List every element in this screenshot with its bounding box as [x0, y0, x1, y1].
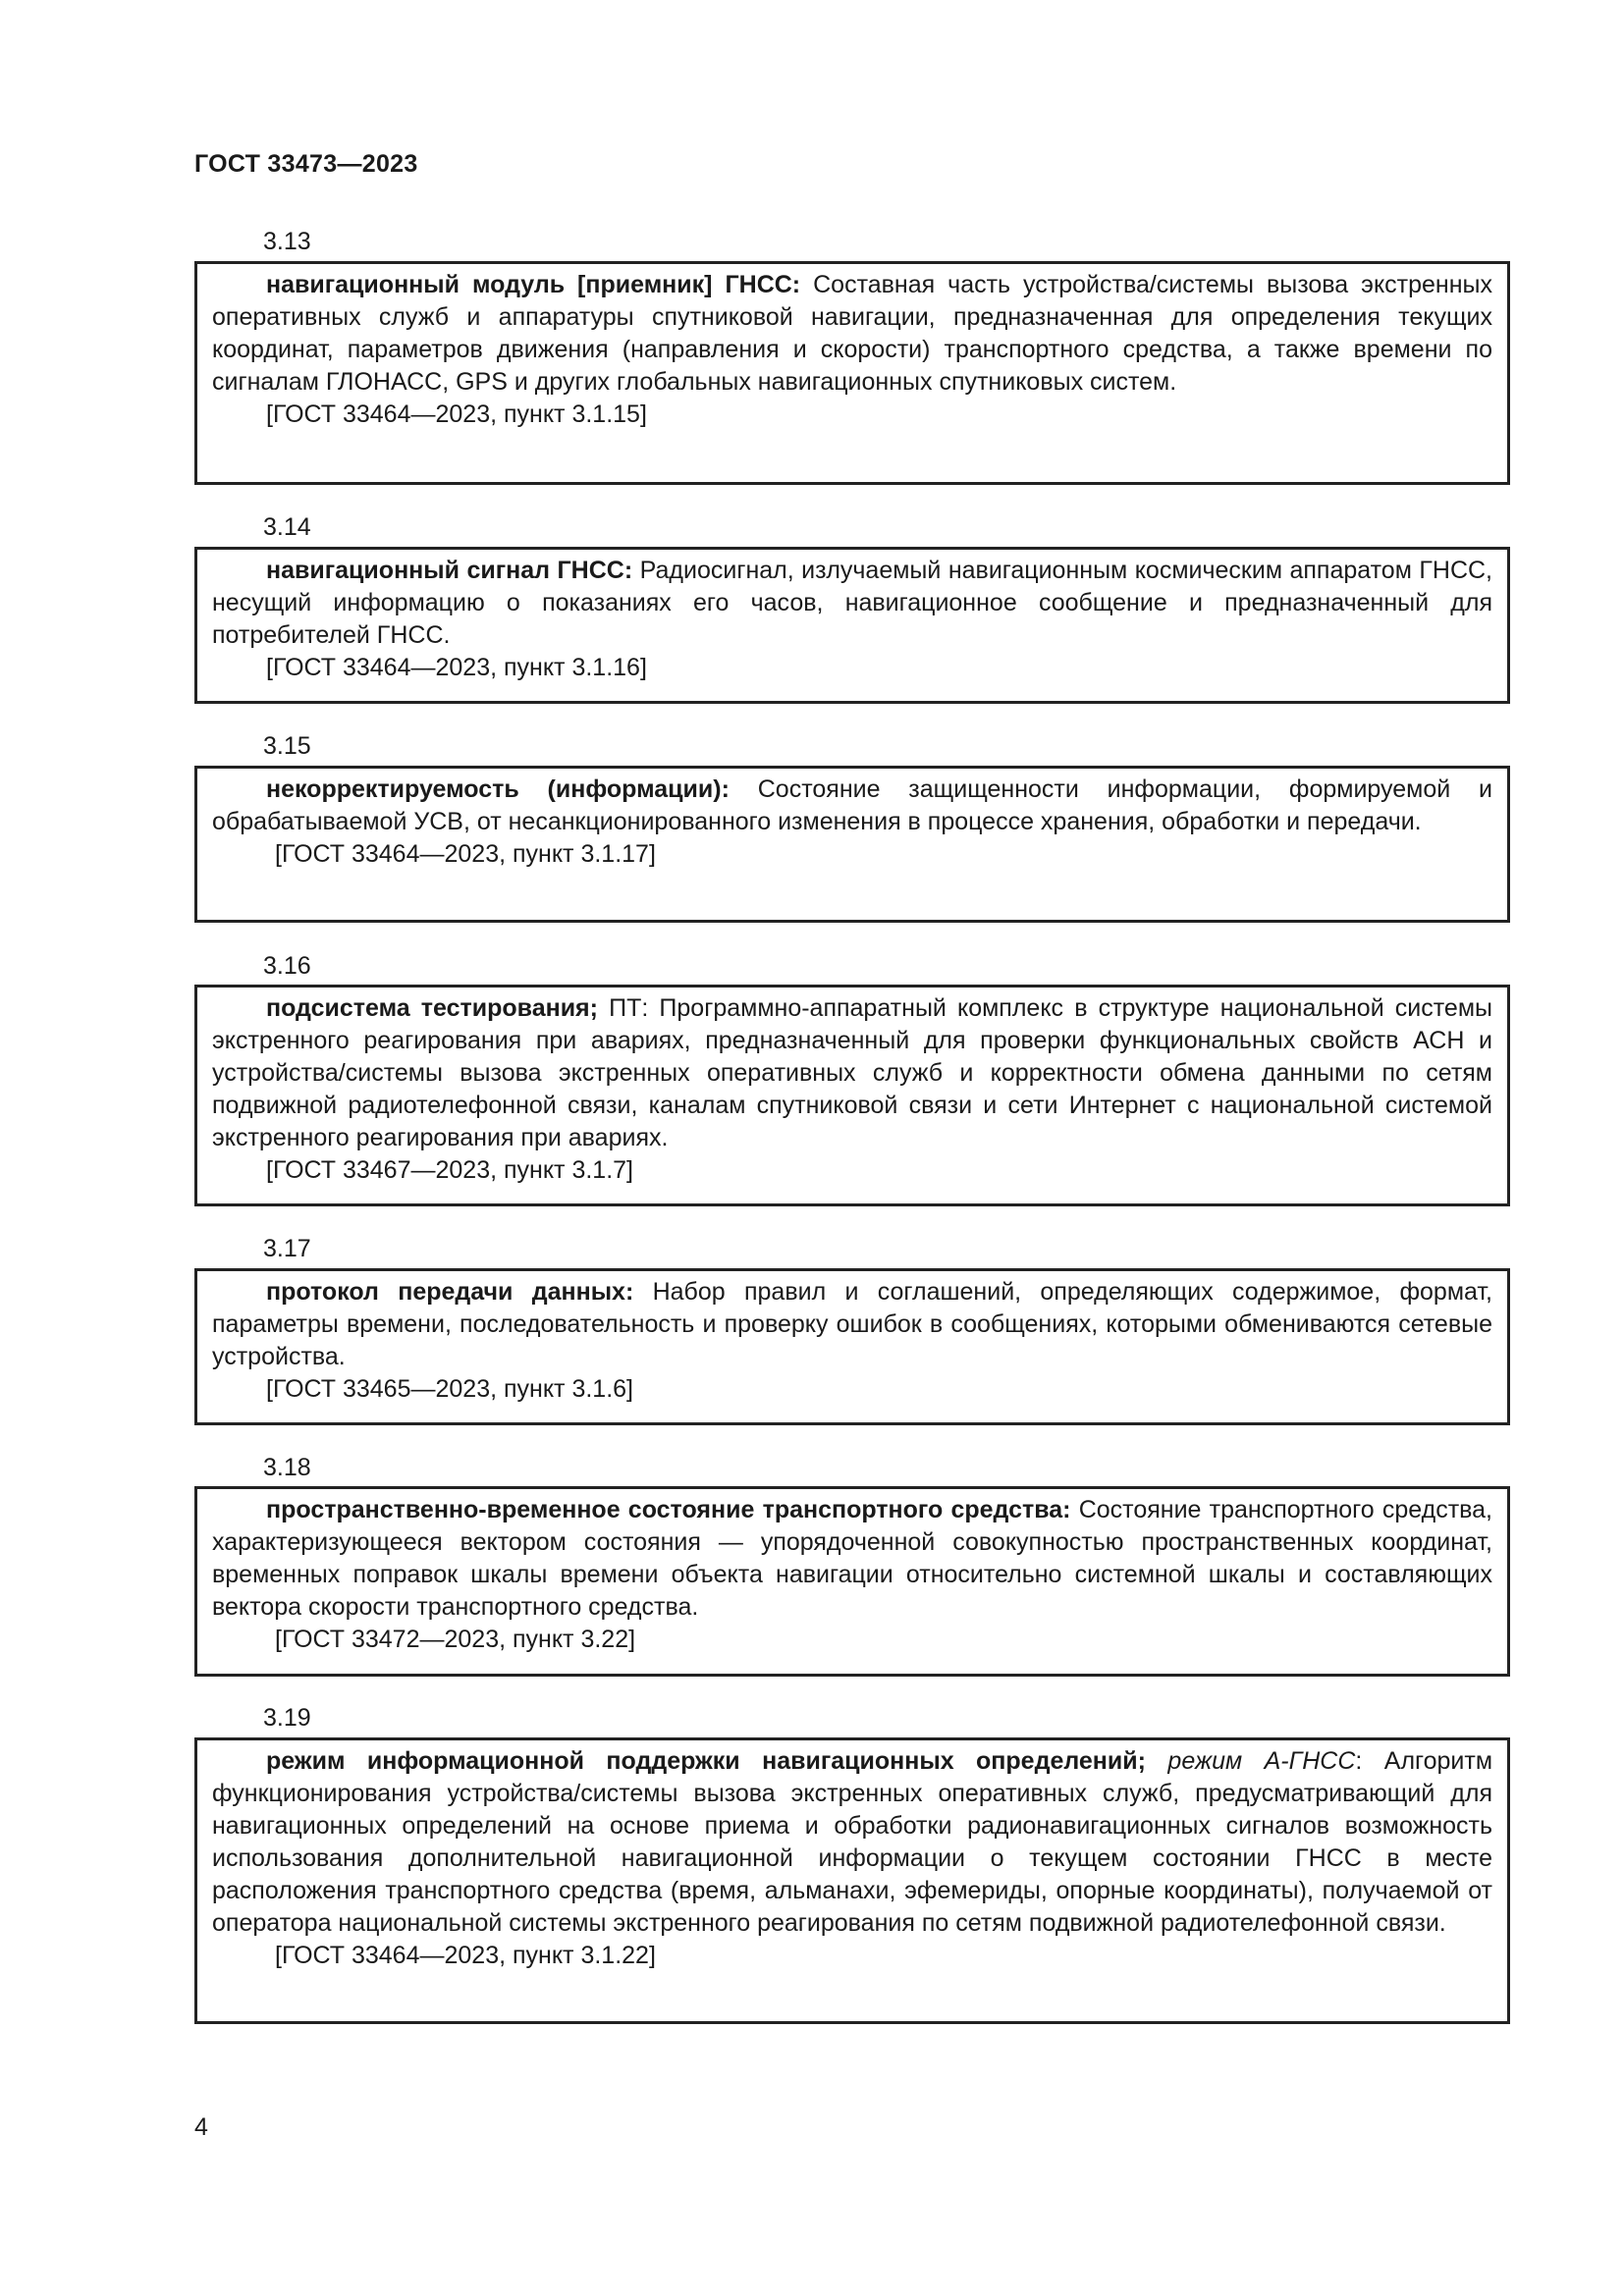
term-reference: [ГОСТ 33464—2023, пункт 3.1.17] — [275, 840, 656, 868]
term-reference: [ГОСТ 33467—2023, пункт 3.1.7] — [266, 1156, 633, 1184]
term-number: 3.14 — [263, 513, 311, 541]
term-name: навигационный сигнал ГНСС: — [266, 557, 633, 584]
term-reference: [ГОСТ 33464—2023, пункт 3.1.15] — [266, 400, 647, 428]
term-name: пространственно-временное состояние транспортного средства: — [266, 1496, 1071, 1523]
term-entry — [194, 766, 1510, 923]
term-definition: Составная часть устройства/системы вызова экстренных оперативных служб и аппаратуры спутниковой навигации, предназначенная для определения текущих координат, параметров движения (направления и скорости) транспортного средства, а также времени по сигналам ГЛОНАСС, GPS и других глобальных навигационных спутниковых систем. — [212, 271, 1492, 396]
term-number: 3.17 — [263, 1235, 311, 1262]
term-entry — [194, 1268, 1510, 1425]
term-definition: : Алгоритм функционирования устройства/системы вызова экстренных оперативных служб, предусматривающий для навигационных определений на основе приема и обработки радионавигационных сигналов возможность использования дополнительной навигационной информации о текущем состоянии ГНСС в месте расположения транспортного средства (время, альманахи, эфемериды, опорные координаты), получаемой от оператора национальной системы экстренного реагирования по сетям подвижной радиотелефонной связи. — [212, 1747, 1493, 1937]
term-definition: Радиосигнал, излучаемый навигационным космическим аппаратом ГНСС, несущий информацию о показаниях его часов, навигационное сообщение и предназначенный для потребителей ГНСС. — [212, 557, 1493, 649]
term-entry — [194, 1486, 1510, 1677]
term-name: некорректируемость (информации): — [266, 775, 730, 803]
term-reference: [ГОСТ 33465—2023, пункт 3.1.6] — [266, 1375, 633, 1403]
term-reference: [ГОСТ 33472—2023, пункт 3.22] — [275, 1626, 636, 1653]
term-number: 3.13 — [263, 228, 311, 255]
term-entry — [194, 547, 1510, 704]
term-number: 3.19 — [263, 1704, 311, 1732]
term-entry — [194, 1737, 1510, 2024]
term-name: подсистема тестирования; — [266, 994, 598, 1022]
term-reference: [ГОСТ 33464—2023, пункт 3.1.16] — [266, 654, 647, 681]
term-entry — [194, 985, 1510, 1206]
page-number: 4 — [194, 2113, 208, 2141]
term-number: 3.15 — [263, 732, 311, 760]
term-reference: [ГОСТ 33464—2023, пункт 3.1.22] — [275, 1942, 656, 1969]
term-definition: Набор правил и соглашений, определяющих содержимое, формат, параметры времени, последовательность и проверку ошибок в сообщениях, которыми обмениваются сетевые устройства. — [212, 1278, 1492, 1370]
term-entry — [194, 261, 1510, 485]
term-name: режим информационной поддержки навигационных определений; — [266, 1747, 1146, 1775]
term-number: 3.16 — [263, 952, 311, 980]
term-definition: ПТ: Программно-аппаратный комплекс в структуре национальной системы экстренного реагирования при авариях, предназначенный для проверки функциональных свойств АСН и устройства/системы вызова экстренных оперативных служб и корректности обмена данными по сетям подвижной радиотелефонной связи, каналам спутниковой связи и сети Интернет с национальной системой экстренного реагирования при авариях. — [212, 994, 1492, 1151]
document-code: ГОСТ 33473—2023 — [194, 150, 418, 178]
term-abbreviation: режим А-ГНСС — [1167, 1747, 1356, 1775]
term-name: протокол передачи данных: — [266, 1278, 634, 1306]
term-number: 3.18 — [263, 1454, 311, 1481]
term-definition: Состояние защищенности информации, формируемой и обрабатываемой УСВ, от несанкционированного изменения в процессе хранения, обработки и передачи. — [212, 775, 1492, 835]
term-name: навигационный модуль [приемник] ГНСС: — [266, 271, 801, 298]
term-definition: Состояние транспортного средства, характеризующееся вектором состояния — упорядоченной совокупностью пространственных координат, временных поправок шкалы времени объекта навигации относительно системной шкалы и составляющих вектора скорости транспортного средства. — [212, 1496, 1492, 1621]
